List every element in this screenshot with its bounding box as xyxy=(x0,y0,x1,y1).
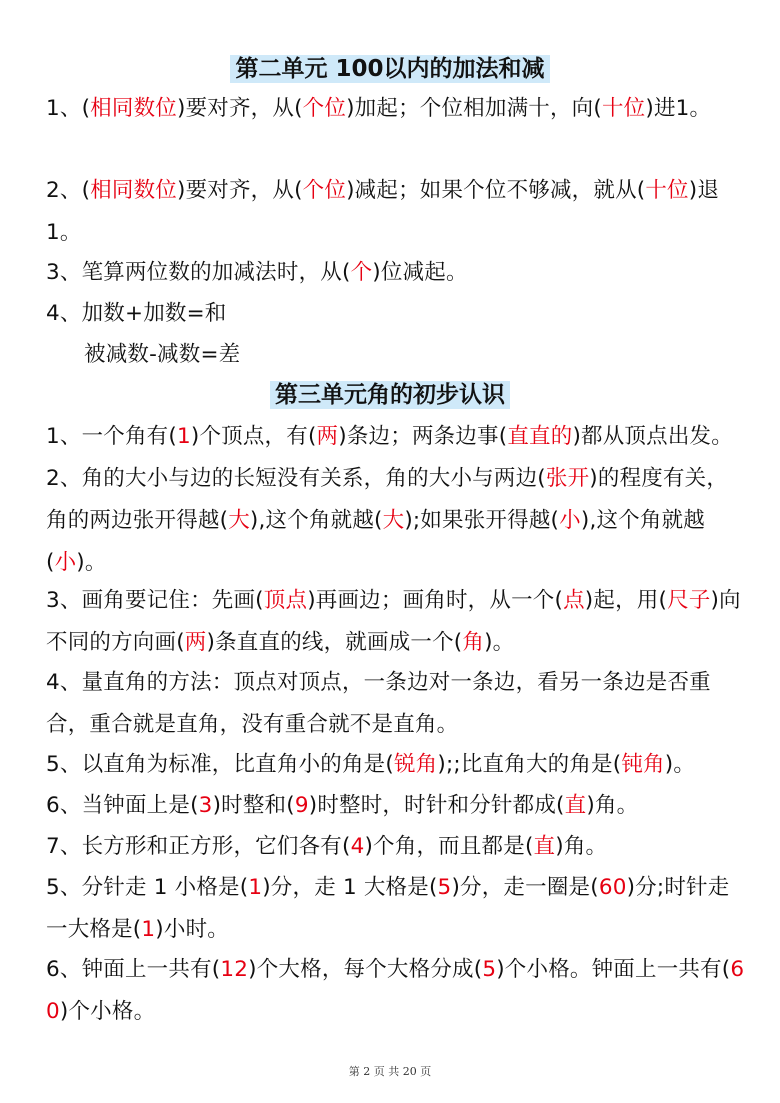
answer-text: 1 xyxy=(248,875,263,900)
statement-text: 被减数-减数=差 xyxy=(84,342,241,367)
statement-text: )个大格，每个大格分成( xyxy=(248,957,483,982)
answer-text: 顶点 xyxy=(263,588,308,613)
statement-text: ),这个角就越( xyxy=(249,508,383,533)
statement-text: 3、画角要记住：先画( xyxy=(46,588,264,613)
statement-text: 6、当钟面上是( xyxy=(46,793,199,818)
answer-text: 小 xyxy=(54,550,77,575)
answer-text: 两 xyxy=(184,630,207,655)
answer-text: 4 xyxy=(350,834,365,859)
statement-text: 1、一个角有( xyxy=(46,424,177,449)
statement-text: )条直直的线，就画成一个( xyxy=(206,630,463,655)
answer-text: 张开 xyxy=(545,466,590,491)
statement-text: )角。 xyxy=(586,793,639,818)
s3-item-4 xyxy=(46,662,746,746)
statement-text: )小时。 xyxy=(155,917,229,942)
section-2-title-text: 第二单元 100以内的加法和减 xyxy=(230,55,549,83)
statement-text: )要对齐，从( xyxy=(176,96,303,121)
answer-text: 直 xyxy=(533,834,556,859)
answer-text: 锐角 xyxy=(393,752,438,777)
answer-text: 个 xyxy=(350,260,373,285)
s3-item-1 xyxy=(46,416,746,458)
statement-text: 6、钟面上一共有( xyxy=(46,957,221,982)
answer-text: 大 xyxy=(228,508,250,533)
answer-text: 两 xyxy=(316,424,339,449)
statement-text: 3、笔算两位数的加减法时，从( xyxy=(46,260,351,285)
statement-text: )分，走一圈是( xyxy=(451,875,599,900)
answer-text: 相同数位 xyxy=(90,96,177,121)
answer-text: 60 xyxy=(46,957,745,1024)
statement-text: 4、量直角的方法：顶点对顶点，一条边对一条边，看另一条边是否重合，重合就是直角，没有重合就不是直角。 xyxy=(46,670,711,737)
answer-text: 尺子 xyxy=(667,588,711,613)
statement-text: 2、( xyxy=(46,178,91,203)
statement-text: )再画边；画角时，从一个( xyxy=(307,588,564,613)
statement-text: )个顶点，有( xyxy=(190,424,317,449)
statement-text: )向不同的方向画( xyxy=(46,588,741,655)
s3-item-6 xyxy=(46,785,746,827)
answer-text: 60 xyxy=(598,875,627,900)
answer-text: 十位 xyxy=(645,178,689,203)
answer-text: 12 xyxy=(220,957,249,982)
answer-text: 钝角 xyxy=(621,752,665,777)
section-3-title xyxy=(0,378,780,412)
statement-text: )加起；个位相加满十，向( xyxy=(346,96,602,121)
statement-text: );如果张开得越( xyxy=(404,508,560,533)
s2-item-1 xyxy=(46,88,746,130)
answer-text: 点 xyxy=(563,588,585,613)
statement-text: )分，走 1 大格是( xyxy=(262,875,438,900)
s3-item-5 xyxy=(46,744,746,786)
section-2-title xyxy=(0,52,780,86)
answer-text: 相同数位 xyxy=(90,178,177,203)
answer-text: 个位 xyxy=(302,96,347,121)
s3-item-2 xyxy=(46,458,746,584)
statement-text: )的程度有关，角的两边张开得越( xyxy=(46,466,729,533)
statement-text: 7、长方形和正方形，它们各有( xyxy=(46,834,351,859)
statement-text: ),这个角就越( xyxy=(46,508,705,575)
answer-text: 9 xyxy=(294,793,309,818)
statement-text: 2、角的大小与边的长短没有关系，角的大小与两边( xyxy=(46,466,546,491)
answer-text: 1 xyxy=(176,424,191,449)
statement-text: )进1。 xyxy=(645,96,712,121)
statement-text: )退1。 xyxy=(46,178,720,245)
s3-item-8 xyxy=(46,867,746,951)
s2-item-3 xyxy=(46,252,746,294)
statement-text: )都从顶点出发。 xyxy=(572,424,733,449)
answer-text: 5 xyxy=(482,957,497,982)
s2-item-4 xyxy=(46,293,746,335)
answer-text: 5 xyxy=(437,875,452,900)
statement-text: )。 xyxy=(664,752,696,777)
statement-text: )时整时，时针和分针都成( xyxy=(308,793,565,818)
answer-text: 大 xyxy=(382,508,405,533)
statement-text: )起，用( xyxy=(584,588,668,613)
statement-text: )位减起。 xyxy=(372,260,468,285)
statement-text: )分;时针走一大格是( xyxy=(46,875,730,942)
statement-text: )个小格。 xyxy=(59,999,156,1024)
statement-text: )减起；如果个位不够减，就从( xyxy=(346,178,646,203)
page-footer: 第 2 页 共 20 页 xyxy=(348,1065,432,1078)
statement-text: )角。 xyxy=(555,834,608,859)
answer-text: 小 xyxy=(559,508,581,533)
answer-text: 直直的 xyxy=(507,424,573,449)
statement-text: );;比直角大的角是( xyxy=(437,752,622,777)
answer-text: 1 xyxy=(141,917,156,942)
answer-text: 直 xyxy=(564,793,587,818)
s2-item-4b xyxy=(84,334,780,376)
s2-item-2 xyxy=(46,170,746,254)
statement-text: )。 xyxy=(76,550,107,575)
statement-text: 5、以直角为标准，比直角小的角是( xyxy=(46,752,394,777)
answer-text: 十位 xyxy=(601,96,646,121)
statement-text: )。 xyxy=(484,630,515,655)
section-3-title-text: 第三单元角的初步认识 xyxy=(270,381,510,409)
s3-item-7 xyxy=(46,826,746,868)
statement-text: )个角，而且都是( xyxy=(364,834,534,859)
statement-text: )时整和( xyxy=(212,793,295,818)
answer-text: 3 xyxy=(198,793,213,818)
s3-item-3 xyxy=(46,580,746,664)
statement-text: )条边；两条边事( xyxy=(338,424,508,449)
answer-text: 角 xyxy=(462,630,485,655)
statement-text: )个小格。钟面上一共有( xyxy=(496,957,731,982)
statement-text: 5、分针走 1 小格是( xyxy=(46,875,249,900)
s3-item-9 xyxy=(46,949,746,1033)
statement-text: 1、( xyxy=(46,96,91,121)
answer-text: 个位 xyxy=(302,178,347,203)
statement-text: 4、加数+加数=和 xyxy=(46,301,227,326)
statement-text: )要对齐，从( xyxy=(176,178,303,203)
